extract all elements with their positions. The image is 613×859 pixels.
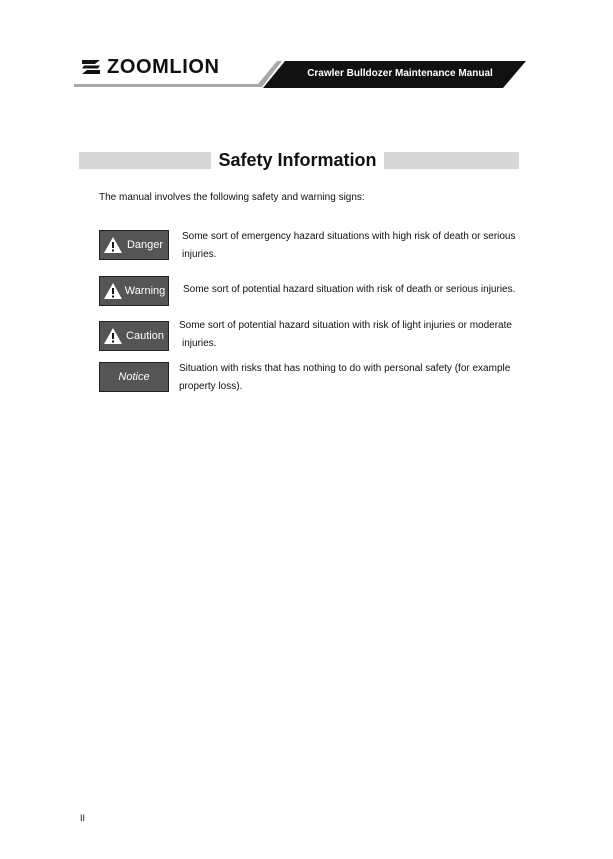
heading-bar-right [384, 152, 519, 169]
sign-label: Danger [126, 239, 164, 251]
description-line: Some sort of potential hazard situation with risk of death or serious injuries. [183, 284, 516, 295]
warning-triangle-icon [103, 236, 123, 254]
sign-label: Warning [124, 285, 166, 297]
warning-triangle-icon [103, 327, 123, 345]
page-header [0, 0, 613, 100]
caution-description [179, 317, 512, 353]
notice-sign [99, 362, 169, 392]
warning-triangle-icon [103, 282, 123, 300]
sign-label: Notice [118, 371, 150, 383]
heading-bar-left [79, 152, 211, 169]
manual-title: Crawler Bulldozer Maintenance Manual [307, 68, 493, 79]
zoomlion-logo-icon [80, 58, 102, 76]
page-title: Safety Information [218, 150, 377, 170]
description-line: injuries. [182, 338, 217, 349]
intro-text: The manual involves the following safety and warning signs: [99, 192, 365, 203]
brand-name: ZOOMLION [107, 56, 220, 78]
description-line: Situation with risks that has nothing to do with personal safety (for example [179, 363, 511, 374]
danger-sign [99, 230, 169, 260]
page-number: II [80, 813, 86, 823]
description-line: Some sort of potential hazard situation with risk of light injuries or moderate [179, 320, 512, 331]
warning-description [183, 281, 515, 299]
section-heading [79, 148, 519, 172]
danger-description [182, 228, 516, 264]
warning-sign [99, 276, 169, 306]
header-banner [0, 0, 613, 100]
caution-sign [99, 321, 169, 351]
description-line: injuries. [182, 249, 217, 260]
description-line: property loss). [179, 381, 243, 392]
zoomlion-logo [80, 57, 220, 77]
description-line: Some sort of emergency hazard situations with high risk of death or serious [182, 231, 516, 242]
sign-label: Caution [126, 330, 164, 342]
notice-description [179, 360, 510, 396]
